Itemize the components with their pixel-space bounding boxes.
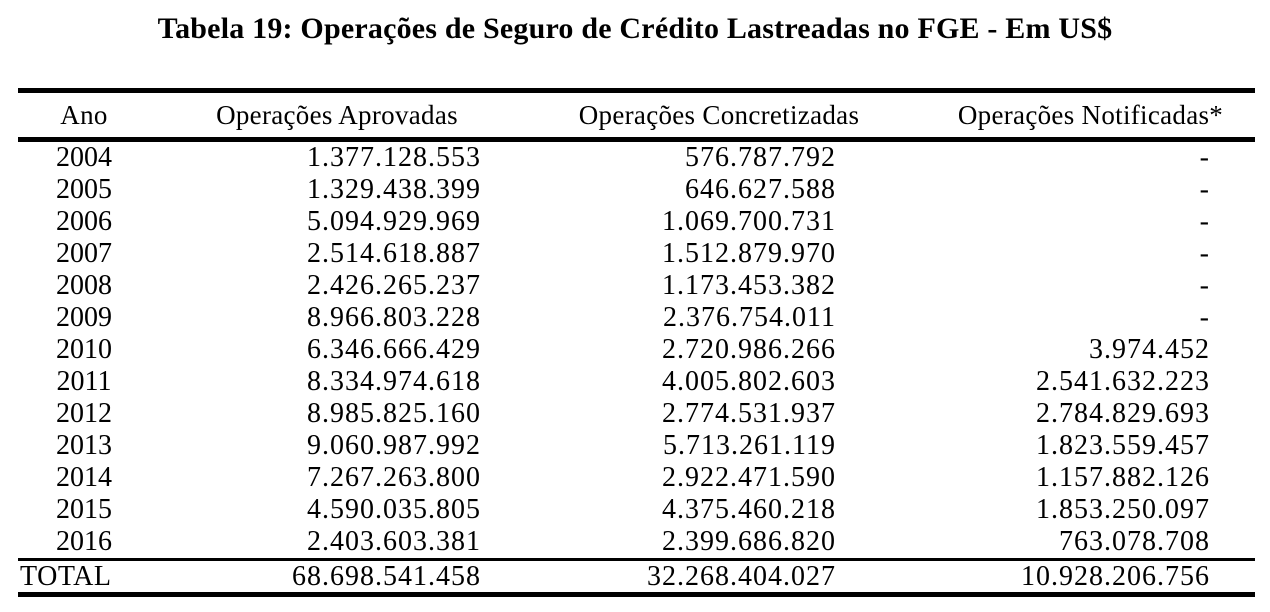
cell-notificadas: 3.974.452 (1089, 334, 1210, 365)
cell-aprovadas: 2.514.618.887 (307, 238, 481, 269)
cell-concretizadas: 2.774.531.937 (662, 398, 836, 429)
cell-ano: 2010 (56, 334, 112, 365)
cell-concretizadas: 4.005.802.603 (662, 366, 836, 397)
cell-ano: 2014 (56, 462, 112, 493)
cell-ano: 2006 (56, 206, 112, 237)
cell-ano: 2007 (56, 238, 112, 269)
cell-aprovadas: 1.329.438.399 (307, 174, 481, 205)
cell-aprovadas: 4.590.035.805 (307, 494, 481, 525)
cell-ano: 2012 (56, 398, 112, 429)
table-row (18, 430, 1255, 462)
cell-aprovadas: 5.094.929.969 (307, 206, 481, 237)
cell-notificadas: - (1199, 238, 1210, 269)
table-row (18, 140, 1255, 175)
cell-concretizadas: 5.713.261.119 (663, 430, 836, 461)
cell-concretizadas: 2.399.686.820 (662, 526, 836, 557)
table-row (18, 462, 1255, 494)
cell-aprovadas: 7.267.263.800 (307, 462, 481, 493)
table-row (18, 398, 1255, 430)
col-header-notificadas: Operações Notificadas* (880, 91, 1255, 140)
cell-aprovadas: 2.403.603.381 (307, 526, 481, 557)
cell-ano: 2004 (56, 142, 112, 173)
table-row (18, 302, 1255, 334)
cell-notificadas: - (1199, 270, 1210, 301)
table-body (18, 140, 1255, 560)
table-row (18, 334, 1255, 366)
cell-concretizadas: 1.173.453.382 (662, 270, 836, 301)
cell-notificadas: 763.078.708 (1059, 526, 1210, 557)
table-row (18, 174, 1255, 206)
header-row (18, 91, 1255, 140)
cell-concretizadas: 2.376.754.011 (663, 302, 836, 333)
cell-aprovadas: 1.377.128.553 (307, 142, 481, 173)
cell-notificadas: - (1199, 142, 1210, 173)
total-row (18, 560, 1255, 595)
cell-aprovadas: 8.985.825.160 (307, 398, 481, 429)
cell-ano: 2005 (56, 174, 112, 205)
table-row (18, 238, 1255, 270)
cell-aprovadas: 6.346.666.429 (307, 334, 481, 365)
table-row (18, 206, 1255, 238)
total-label: TOTAL (18, 560, 150, 595)
cell-ano: 2011 (56, 366, 112, 397)
cell-notificadas: - (1199, 302, 1210, 333)
col-header-aprovadas: Operações Aprovadas (150, 91, 498, 140)
cell-notificadas: 1.853.250.097 (1036, 494, 1210, 525)
cell-notificadas: 1.823.559.457 (1036, 430, 1210, 461)
cell-concretizadas: 576.787.792 (685, 142, 836, 173)
cell-aprovadas: 9.060.987.992 (307, 430, 481, 461)
cell-notificadas: - (1199, 206, 1210, 237)
cell-concretizadas: 2.720.986.266 (662, 334, 836, 365)
cell-concretizadas: 1.512.879.970 (662, 238, 836, 269)
data-table (18, 88, 1255, 597)
total-notificadas: 10.928.206.756 (880, 560, 1255, 595)
cell-concretizadas: 1.069.700.731 (662, 206, 836, 237)
cell-ano: 2008 (56, 270, 112, 301)
total-concretizadas: 32.268.404.027 (498, 560, 880, 595)
cell-aprovadas: 8.966.803.228 (307, 302, 481, 333)
cell-ano: 2016 (56, 526, 112, 557)
table-title: Tabela 19: Operações de Seguro de Crédito Lastreadas no FGE - Em US$ (157, 12, 1113, 45)
table-row (18, 366, 1255, 398)
table-row (18, 270, 1255, 302)
cell-concretizadas: 2.922.471.590 (662, 462, 836, 493)
cell-aprovadas: 8.334.974.618 (307, 366, 481, 397)
table-row (18, 526, 1255, 560)
col-header-concretizadas: Operações Concretizadas (498, 91, 880, 140)
cell-notificadas: - (1199, 174, 1210, 205)
cell-ano: 2015 (56, 494, 112, 525)
cell-ano: 2013 (56, 430, 112, 461)
cell-notificadas: 2.541.632.223 (1036, 366, 1210, 397)
cell-notificadas: 2.784.829.693 (1036, 398, 1210, 429)
cell-notificadas: 1.157.882.126 (1036, 462, 1210, 493)
cell-ano: 2009 (56, 302, 112, 333)
cell-concretizadas: 646.627.588 (685, 174, 836, 205)
cell-aprovadas: 2.426.265.237 (307, 270, 481, 301)
total-aprovadas: 68.698.541.458 (150, 560, 498, 595)
col-header-ano: Ano (18, 91, 150, 140)
cell-concretizadas: 4.375.460.218 (662, 494, 836, 525)
table-row (18, 494, 1255, 526)
